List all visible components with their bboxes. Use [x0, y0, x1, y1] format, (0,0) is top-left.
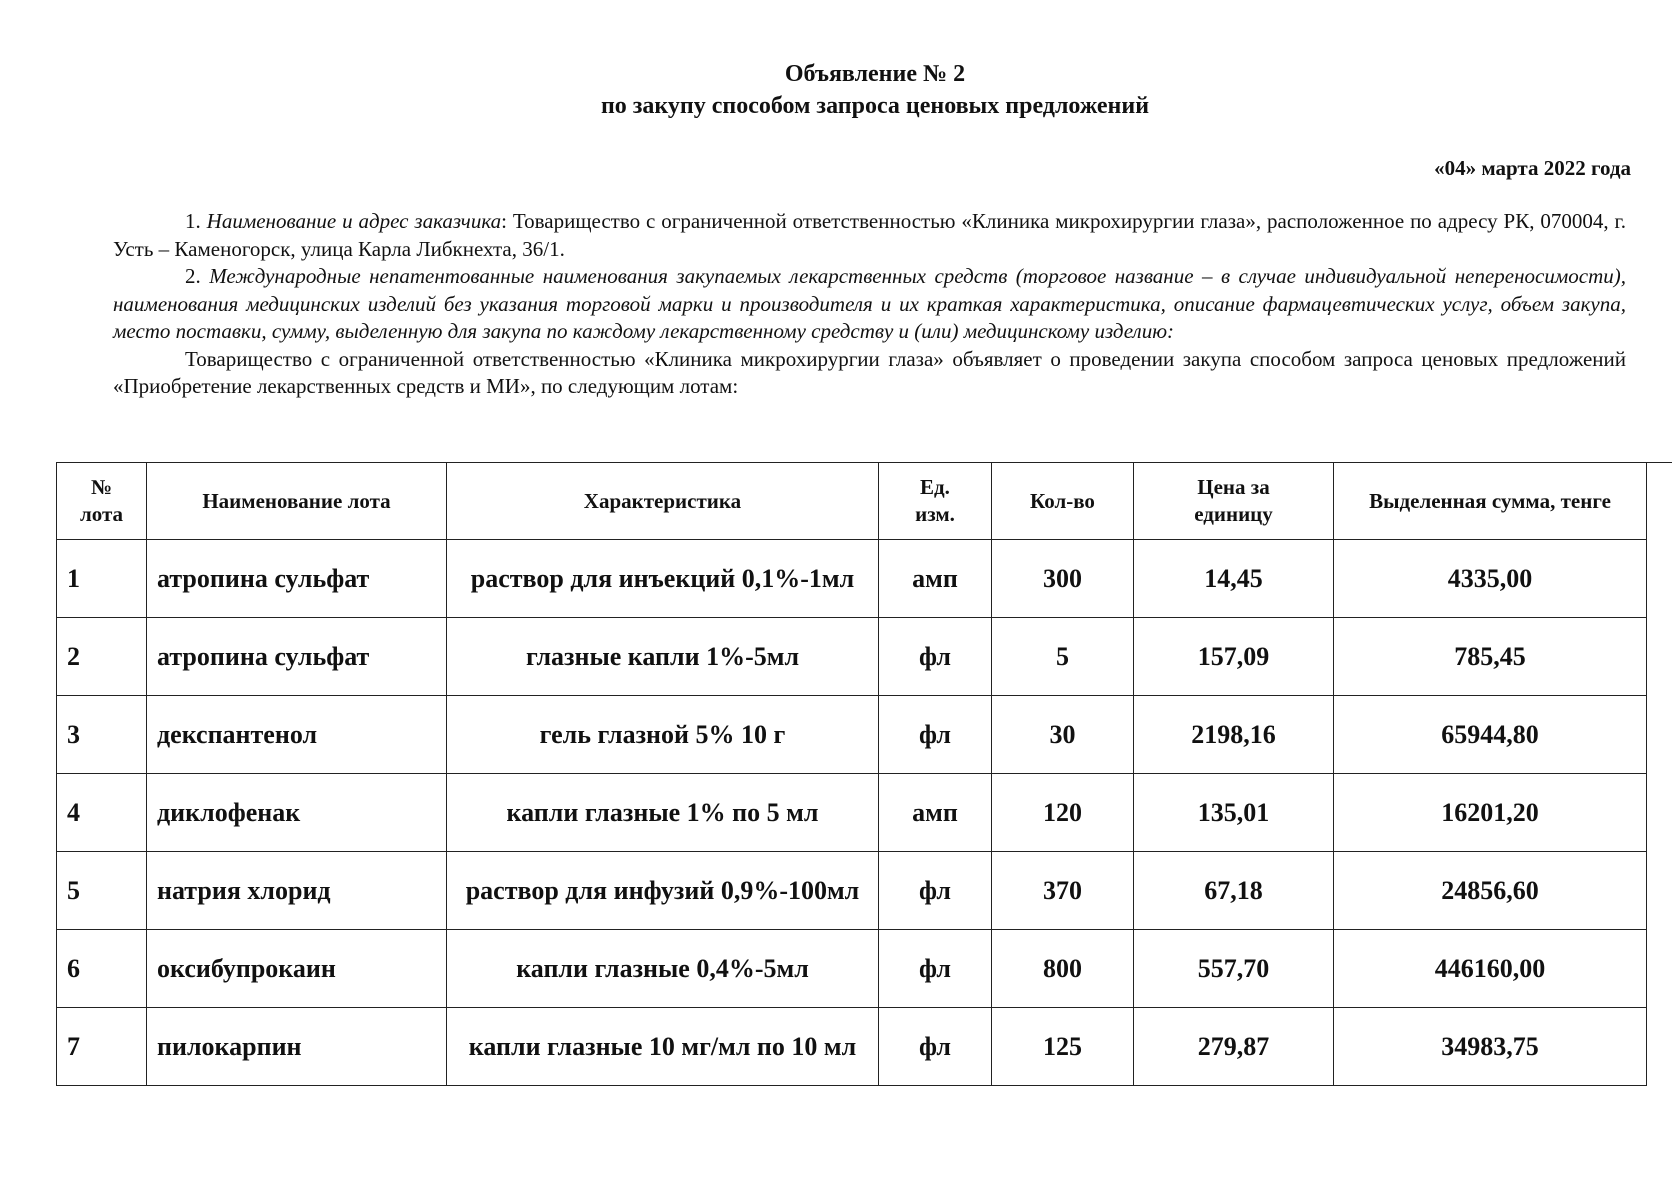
table-row: [57, 540, 1647, 618]
cell-unit-price: 557,70: [1134, 930, 1334, 1008]
table-edge-rule: [1646, 462, 1672, 463]
cell-unit-price: 14,45: [1134, 540, 1334, 618]
cell-lot-name: атропина сульфат: [147, 618, 447, 696]
cell-unit-price: 279,87: [1134, 1008, 1334, 1086]
cell-unit: фл: [879, 852, 992, 930]
cell-lot-name: диклофенак: [147, 774, 447, 852]
announcement-body: [113, 208, 1626, 401]
table-row: [57, 852, 1647, 930]
cell-spec: глазные капли 1%-5мл: [447, 618, 879, 696]
cell-lot-number: 5: [57, 852, 147, 930]
announcement-title: Объявление № 2: [784, 61, 966, 87]
paragraph-label: Наименование и адрес заказчика: [206, 209, 502, 233]
header-text: №: [90, 475, 113, 499]
cell-lot-name: оксибупрокаин: [147, 930, 447, 1008]
cell-unit: амп: [879, 774, 992, 852]
header-quantity: Кол-во: [992, 463, 1134, 540]
cell-spec: раствор для инфузий 0,9%-100мл: [447, 852, 879, 930]
header-allocated-sum: Выделенная сумма, тенге: [1334, 463, 1647, 540]
cell-allocated-sum: 65944,80: [1334, 696, 1647, 774]
cell-unit: фл: [879, 696, 992, 774]
lots-table: [56, 462, 1647, 1086]
table-row: [57, 696, 1647, 774]
cell-lot-number: 4: [57, 774, 147, 852]
cell-quantity: 5: [992, 618, 1134, 696]
paragraph-number: 2.: [185, 264, 210, 288]
cell-quantity: 370: [992, 852, 1134, 930]
cell-lot-name: пилокарпин: [147, 1008, 447, 1086]
table-row: [57, 930, 1647, 1008]
cell-unit-price: 157,09: [1134, 618, 1334, 696]
table-row: [57, 774, 1647, 852]
cell-quantity: 800: [992, 930, 1134, 1008]
cell-spec: капли глазные 1% по 5 мл: [447, 774, 879, 852]
paragraph-number: 1.: [185, 209, 207, 233]
paragraph-text: : Товарищество с ограниченной ответственностью «Клиника микрохирургии глаза», расположенное по адресу РК, 070004, г. Усть – Каменогорск, улица Карла Либкнехта, 36/1.: [113, 209, 1627, 261]
cell-quantity: 300: [992, 540, 1134, 618]
header-unit-price: [1134, 463, 1334, 540]
announcement-title-block: [0, 58, 1680, 122]
announcement-subtitle: по закупу способом запроса ценовых предложений: [600, 93, 1150, 119]
paragraph-text: Товарищество с ограниченной ответственностью «Клиника микрохирургии глаза» объявляет о проведении закупа способом запроса ценовых предложений «Приобретение лекарственных средств и МИ», по следующим лотам:: [113, 346, 1626, 398]
header-spec: Характеристика: [447, 463, 879, 540]
cell-lot-name: атропина сульфат: [147, 540, 447, 618]
header-text: изм.: [915, 502, 955, 526]
header-text: Цена за: [1197, 475, 1270, 499]
table-row: [57, 1008, 1647, 1086]
cell-allocated-sum: 24856,60: [1334, 852, 1647, 930]
header-text: Ед.: [920, 475, 950, 499]
header-lot-number: [57, 463, 147, 540]
cell-lot-number: 3: [57, 696, 147, 774]
paragraph-items: [113, 263, 1626, 346]
cell-spec: капли глазные 0,4%-5мл: [447, 930, 879, 1008]
cell-allocated-sum: 4335,00: [1334, 540, 1647, 618]
table-row: [57, 618, 1647, 696]
header-unit: [879, 463, 992, 540]
cell-lot-number: 2: [57, 618, 147, 696]
announcement-date: «04» марта 2022 года: [1434, 156, 1631, 180]
cell-allocated-sum: 446160,00: [1334, 930, 1647, 1008]
cell-lot-name: декспантенол: [147, 696, 447, 774]
cell-quantity: 30: [992, 696, 1134, 774]
cell-unit: фл: [879, 618, 992, 696]
header-text: единицу: [1194, 502, 1273, 526]
cell-lot-number: 1: [57, 540, 147, 618]
cell-lot-number: 6: [57, 930, 147, 1008]
cell-unit: фл: [879, 1008, 992, 1086]
header-text: лота: [79, 502, 124, 526]
cell-lot-name: натрия хлорид: [147, 852, 447, 930]
paragraph-customer: [113, 208, 1626, 263]
cell-allocated-sum: 16201,20: [1334, 774, 1647, 852]
cell-allocated-sum: 785,45: [1334, 618, 1647, 696]
cell-quantity: 125: [992, 1008, 1134, 1086]
cell-unit-price: 135,01: [1134, 774, 1334, 852]
cell-spec: раствор для инъекций 0,1%-1мл: [447, 540, 879, 618]
table-header-row: [57, 463, 1647, 540]
cell-lot-number: 7: [57, 1008, 147, 1086]
cell-unit: фл: [879, 930, 992, 1008]
cell-unit-price: 2198,16: [1134, 696, 1334, 774]
cell-spec: гель глазной 5% 10 г: [447, 696, 879, 774]
cell-quantity: 120: [992, 774, 1134, 852]
cell-spec: капли глазные 10 мг/мл по 10 мл: [447, 1008, 879, 1086]
paragraph-intro: [113, 346, 1626, 401]
header-lot-name: Наименование лота: [147, 463, 447, 540]
paragraph-label: Международные непатентованные наименования закупаемых лекарственных средств (торговое название – в случае индивидуальной непереносимости), наименования медицинских изделий без указания торговой марки и производителя и их краткая характеристика, описание фармацевтических услуг, объем закупа, место поставки, сумму, выделенную для закупа по каждому лекарственному средству и (или) медицинскому изделию:: [113, 264, 1627, 343]
cell-allocated-sum: 34983,75: [1334, 1008, 1647, 1086]
cell-unit-price: 67,18: [1134, 852, 1334, 930]
cell-unit: амп: [879, 540, 992, 618]
